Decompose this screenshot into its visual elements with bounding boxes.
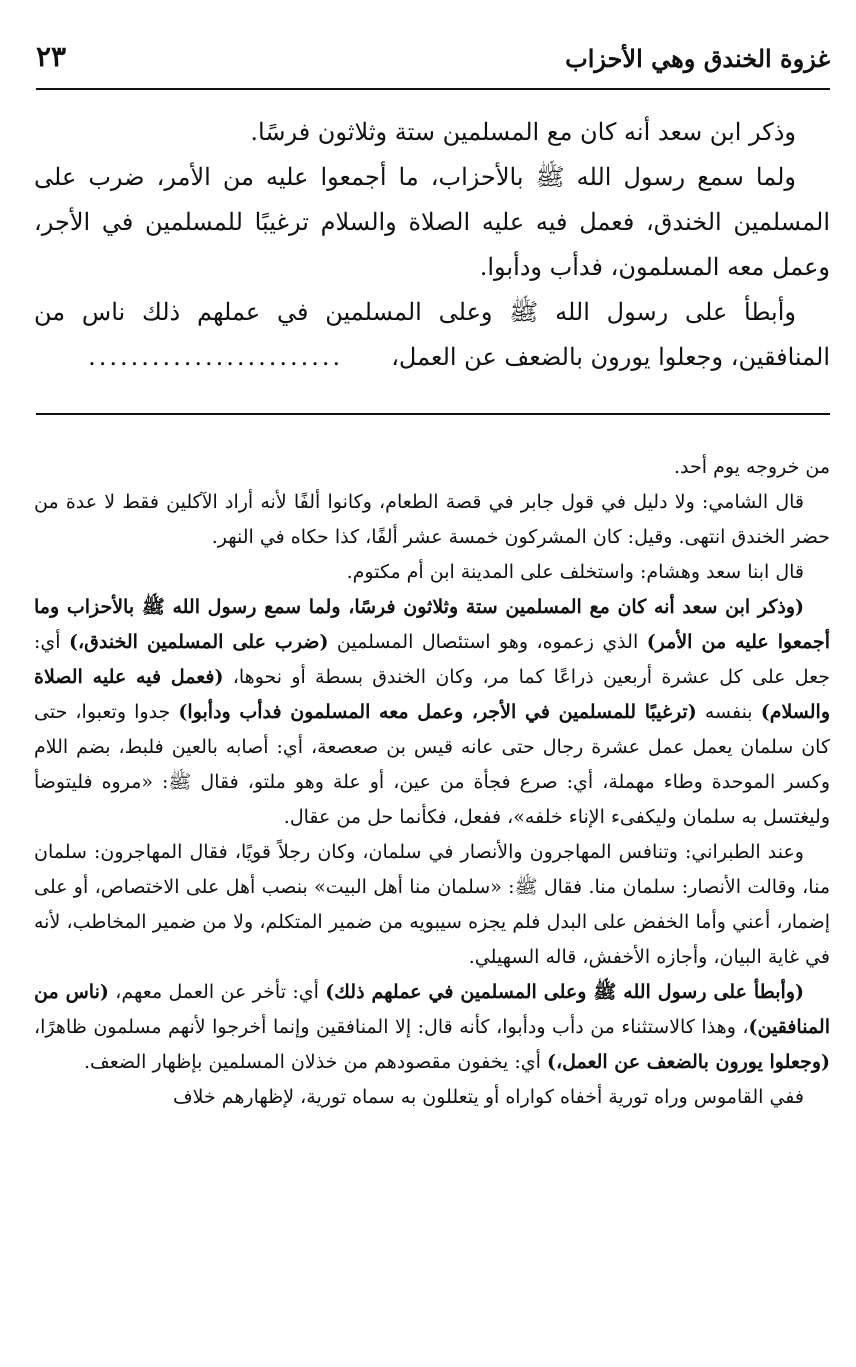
quoted-text: (وأبطأ على رسول الله ﷺ وعلى المسلمين في عملهم ذلك) xyxy=(325,981,804,1003)
main-paragraph: وذكر ابن سعد أنه كان مع المسلمين ستة وثلاثون فرسًا. xyxy=(250,118,796,146)
quoted-text: (ضرب على المسلمين الخندق،) xyxy=(69,631,329,653)
commentary-paragraph: ففي القاموس وراه تورية أخفاه كواراه أو يتعللون به سماه تورية، لإظهارهم خلاف xyxy=(172,1086,804,1108)
main-paragraph xyxy=(34,290,830,380)
commentary-text-run: الذي زعموه، وهو استئصال المسلمين xyxy=(328,631,647,653)
page-header xyxy=(36,34,830,86)
quoted-text: (وذكر ابن سعد أنه كان مع المسلمين ستة وثلاثون فرسًا، ولما سمع رسول الله ﷺ بالأحزاب وما أجمعوا عليه من الأمر) xyxy=(34,596,830,653)
main-text xyxy=(34,110,830,390)
quoted-text: (ناس من المنافقين) xyxy=(34,981,830,1038)
commentary-paragraph: قال الشامي: ولا دليل في قول جابر في قصة الطعام، وكانوا ألفًا لأنه أراد الآكلين فقط لا عدة من حضر الخندق انتهى. وقيل: كان المشركون خمسة عشر ألفًا، كذا حكاه في النهر. xyxy=(34,491,830,548)
footnote-separator xyxy=(36,413,830,415)
commentary-paragraph xyxy=(34,590,830,835)
commentary-text-run: أي: جعل على كل عشرة أربعين ذراعًا كما مر، وكان الخندق بسطة أو نحوها، xyxy=(34,631,831,688)
commentary-text-run: ، وهذا كالاستثناء من دأب ودأبوا، كأنه قال: إلا المنافقين وإنما أخرجوا لأنهم مسلمون ظاهرًا، xyxy=(34,1016,749,1038)
commentary-text-run: بنفسه xyxy=(696,701,761,723)
commentary-text xyxy=(34,450,830,1350)
page-number: ٢٣ xyxy=(36,40,67,73)
quoted-text: (فعمل فيه عليه الصلاة والسلام) xyxy=(34,666,831,723)
commentary-paragraph: وعند الطبراني: وتنافس المهاجرون والأنصار في سلمان، وكان رجلاً قويًا، فقال المهاجرون: سلمان منا، وقالت الأنصار: سلمان منا. فقال ﷺ: «سلمان منا أهل البيت» بنصب أهل على الاختصاص، أو على إضمار، أعني وأما الخفض على البدل فلم يجزه سيبويه من ضمير المتكلم، ولا من ضمير المخاطب، لأنه في غاية البيان، وأجازه الأخفش، قاله السهيلي. xyxy=(34,841,830,968)
running-title: غزوة الخندق وهي الأحزاب xyxy=(565,44,830,73)
commentary-paragraph: قال ابنا سعد وهشام: واستخلف على المدينة ابن أم مكتوم. xyxy=(346,561,804,583)
ellipsis-dots: ........................ xyxy=(88,343,344,371)
main-paragraph-text: وأبطأ على رسول الله ﷺ وعلى المسلمين في عملهم ذلك ناس من المنافقين، وجعلوا يورون بالضعف عن العمل، xyxy=(34,298,830,371)
commentary-text-run: أي: يخفون مقصودهم من خذلان المسلمين بإظهار الضعف. xyxy=(83,1051,547,1073)
commentary-text-run: جدوا وتعبوا، حتى كان سلمان يعمل عمل عشرة رجال حتى عانه قيس بن صعصعة، أي: أصابه بالعين فلبط، بضم اللام وكسر الموحدة وطاء مهملة، أي: صرع فجأة من عين، أو علة وهو ملتو، فقال ﷺ: «مروه فليتوضأ وليغتسل به سلمان وليكفىء الإناء خلفه»، ففعل، فكأنما حل من عقال. xyxy=(34,701,830,828)
commentary-paragraph: من خروجه يوم أحد. xyxy=(674,456,830,478)
header-rule xyxy=(36,88,830,90)
commentary-text-run: أي: تأخر عن العمل معهم، xyxy=(108,981,326,1003)
main-paragraph: ولما سمع رسول الله ﷺ بالأحزاب، ما أجمعوا عليه من الأمر، ضرب على المسلمين الخندق، فعمل فيه عليه الصلاة والسلام ترغيبًا للمسلمين في الأجر، وعمل معه المسلمون، فدأب ودأبوا. xyxy=(34,163,830,281)
commentary-paragraph xyxy=(34,975,830,1080)
quoted-text: (ترغيبًا للمسلمين في الأجر، وعمل معه المسلمون فدأب ودأبوا) xyxy=(178,701,697,723)
quoted-text: (وجعلوا يورون بالضعف عن العمل،) xyxy=(546,1051,830,1073)
